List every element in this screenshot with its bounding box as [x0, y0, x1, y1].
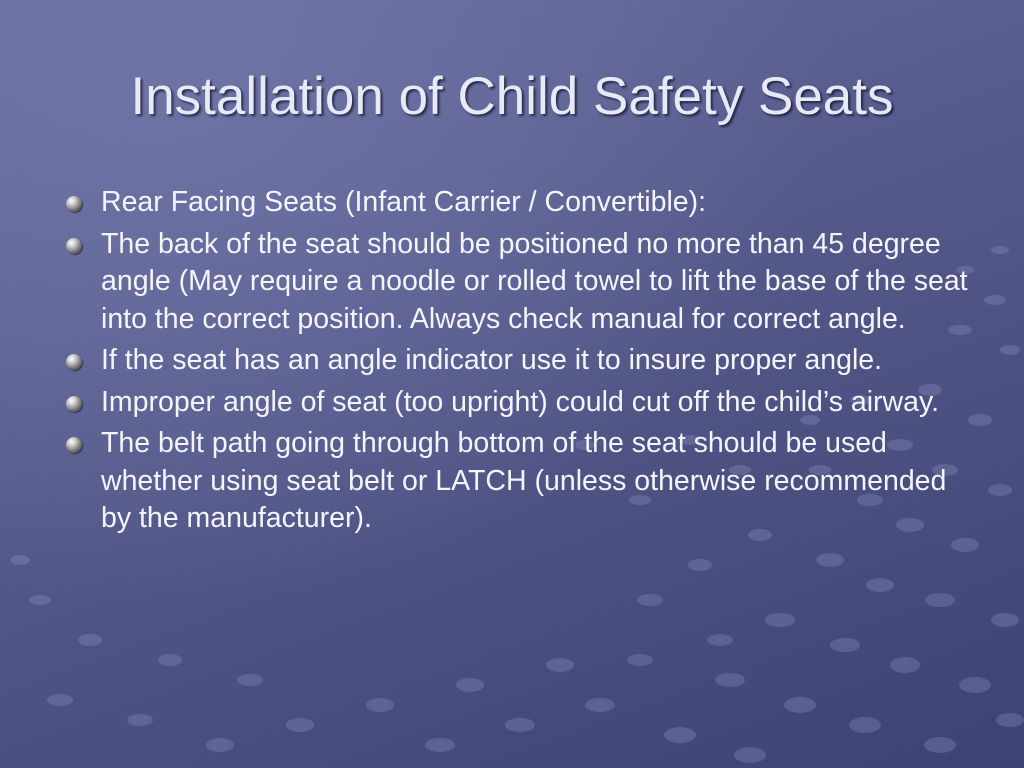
sphere-bullet-icon — [66, 238, 82, 254]
bullet-item — [64, 425, 969, 538]
bullet-text: Rear Facing Seats (Infant Carrier / Convertible): — [101, 186, 707, 218]
sphere-bullet-icon — [66, 354, 82, 370]
bullet-text: If the seat has an angle indicator use it to insure proper angle. — [101, 344, 883, 376]
bullet-item — [64, 342, 969, 380]
sphere-bullet-icon — [66, 196, 82, 212]
sphere-bullet-icon — [66, 437, 82, 453]
bullet-text: The back of the seat should be positioned no more than 45 degree angle (May require a noodle or rolled towel to lift the base of the seat into the correct position. Always check manual for correct angle. — [101, 227, 968, 335]
bullet-item — [64, 184, 969, 222]
bullet-text: The belt path going through bottom of the seat should be used whether using seat belt or LATCH (unless otherwise recommended by the manufacturer). — [101, 427, 947, 534]
bullet-item — [64, 384, 969, 422]
slide-title: Installation of Child Safety Seats — [130, 67, 894, 126]
bullet-text: Improper angle of seat (too upright) could cut off the child’s airway. — [101, 385, 940, 418]
bullet-list — [64, 184, 969, 542]
bullet-item — [64, 226, 969, 339]
sphere-bullet-icon — [66, 396, 82, 412]
